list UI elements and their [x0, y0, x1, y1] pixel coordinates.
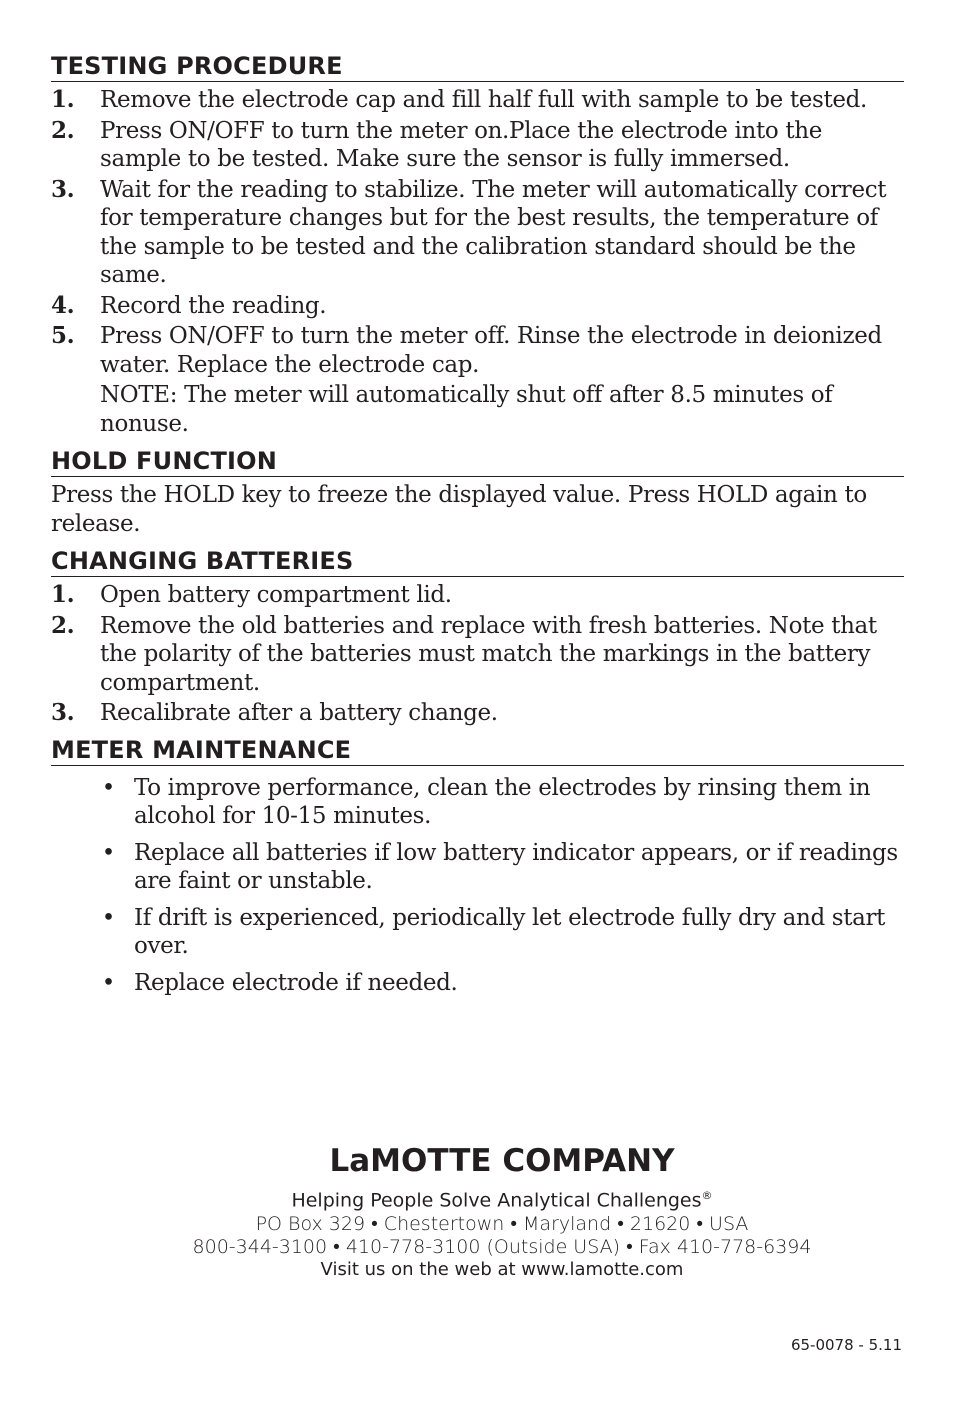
bullet-text: Replace all batteries if low battery indicator appears, or if readings are faint or unstable.	[134, 839, 898, 894]
changing-batteries-heading: CHANGING BATTERIES	[51, 547, 904, 577]
list-item	[51, 292, 904, 321]
bullet-icon: •	[101, 904, 115, 931]
list-item	[51, 176, 904, 290]
list-item	[51, 117, 904, 174]
bullet-icon: •	[101, 969, 115, 996]
step-number: 2.	[51, 116, 75, 144]
registered-mark: ®	[701, 1189, 713, 1202]
list-item	[51, 839, 904, 896]
list-item	[51, 774, 904, 831]
step-text: Press ON/OFF to turn the meter on.Place the electrode into the sample to be tested. Make sure the sensor is fully immersed.	[100, 117, 822, 172]
list-item	[51, 904, 904, 961]
step-text: Open battery compartment lid.	[100, 582, 452, 608]
testing-steps-list	[51, 86, 904, 379]
list-item	[51, 699, 904, 728]
bullet-text: Replace electrode if needed.	[134, 969, 458, 996]
step-number: 1.	[51, 581, 75, 608]
list-item	[51, 969, 904, 998]
company-name: LaMOTTE COMPANY	[329, 1143, 675, 1179]
shutoff-note: NOTE: The meter will automatically shut off after 8.5 minutes of nonuse.	[100, 382, 833, 437]
manual-page	[51, 52, 904, 1005]
hold-function-text: Press the HOLD key to freeze the displayed value. Press HOLD again to release.	[51, 482, 867, 537]
step-text: Remove the electrode cap and fill half full with sample to be tested.	[100, 87, 867, 113]
step-number: 2.	[51, 611, 75, 639]
step-number: 1.	[51, 86, 75, 113]
company-footer	[0, 1142, 954, 1281]
list-item	[51, 581, 904, 610]
list-item	[51, 612, 904, 698]
battery-steps-list	[51, 581, 904, 728]
company-tagline	[0, 1183, 954, 1213]
document-code: 65-0078 - 5.11	[790, 1336, 902, 1354]
step-number: 3.	[51, 175, 75, 203]
testing-procedure-heading: TESTING PROCEDURE	[51, 52, 904, 82]
step-text: Remove the old batteries and replace with fresh batteries. Note that the polarity of the batteries must match the markings in the battery compartment.	[100, 612, 877, 696]
step-text: Press ON/OFF to turn the meter off. Rinse the electrode in deionized water. Replace the electrode cap.	[100, 323, 882, 378]
bullet-icon: •	[101, 839, 115, 866]
step-number: 4.	[51, 291, 75, 319]
hold-function-heading: HOLD FUNCTION	[51, 447, 904, 477]
tagline-text: Helping People Solve Analytical Challenges	[291, 1189, 702, 1212]
company-website: Visit us on the web at www.lamotte.com	[320, 1259, 684, 1281]
company-address: PO Box 329 • Chestertown • Maryland • 21620 • USA	[255, 1213, 749, 1236]
meter-maintenance-heading: METER MAINTENANCE	[51, 736, 904, 766]
bullet-icon: •	[101, 774, 115, 801]
step-number: 5.	[51, 322, 75, 349]
step-text: Recalibrate after a battery change.	[100, 700, 498, 726]
maintenance-list	[51, 774, 904, 998]
list-item	[51, 86, 904, 115]
company-phones: 800-344-3100 • 410-778-3100 (Outside USA) • Fax 410-778-6394	[192, 1236, 812, 1259]
list-item	[51, 322, 904, 379]
step-text: Wait for the reading to stabilize. The meter will automatically correct for temperature changes but for the best results, the temperature of the sample to be tested and the calibration standard should be the same.	[100, 176, 887, 288]
step-text: Record the reading.	[100, 292, 327, 319]
bullet-text: To improve performance, clean the electrodes by rinsing them in alcohol for 10-15 minutes.	[134, 774, 871, 829]
bullet-text: If drift is experienced, periodically let electrode fully dry and start over.	[134, 904, 886, 959]
step-number: 3.	[51, 699, 75, 726]
